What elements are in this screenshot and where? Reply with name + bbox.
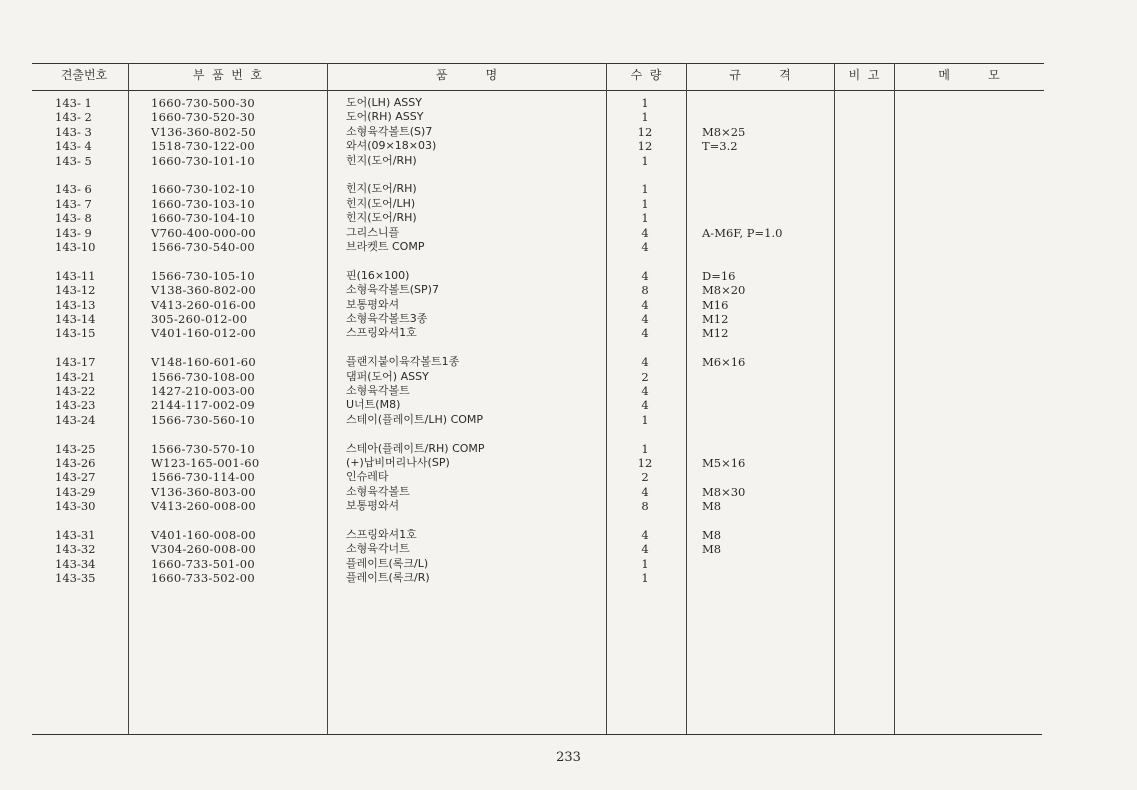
table-row [0, 182, 1137, 196]
item-number: 143-29 [55, 484, 96, 499]
item-name: 소형육각볼트(S)7 [346, 124, 433, 138]
specification: M8 [702, 542, 722, 557]
table-row [0, 197, 1137, 211]
part-number: 1660-730-102-10 [151, 182, 255, 197]
item-name: 소형육각볼트3종 [346, 312, 428, 325]
table-row [0, 557, 1137, 571]
quantity: 1 [641, 153, 649, 168]
item-number: 143-32 [55, 542, 96, 557]
part-number: 1566-730-105-10 [151, 268, 255, 283]
item-number: 143-26 [55, 456, 96, 470]
table-row [0, 485, 1137, 499]
quantity: 1 [641, 412, 649, 427]
part-number: W123-165-001-60 [151, 456, 260, 470]
part-number: V401-160-008-00 [151, 528, 256, 542]
quantity: 2 [641, 369, 649, 384]
table-row [0, 298, 1137, 312]
quantity: 1 [641, 211, 649, 226]
quantity: 12 [637, 139, 653, 154]
quantity: 1 [641, 441, 649, 456]
part-number: 1660-733-502-00 [151, 571, 255, 586]
item-number: 143-31 [55, 528, 96, 542]
table-row [0, 442, 1137, 456]
specification: M12 [702, 312, 729, 326]
quantity: 4 [641, 484, 649, 499]
part-number: V136-360-802-50 [151, 124, 256, 139]
specification: A-M6F, P=1.0 [702, 225, 783, 240]
item-name: 소형육각너트 [346, 542, 410, 556]
specification: M16 [702, 297, 729, 312]
quantity: 4 [641, 542, 649, 557]
quantity: 4 [641, 326, 649, 341]
specification: M8 [702, 528, 722, 542]
table-row [0, 528, 1137, 542]
specification: D=16 [702, 268, 736, 283]
item-name: 스테아(플레이트/RH) COMP [346, 441, 485, 455]
table-row [0, 226, 1137, 240]
item-name: 소형육각볼트(SP)7 [346, 283, 439, 297]
quantity: 4 [641, 384, 649, 398]
table-row [0, 398, 1137, 412]
table-row [0, 211, 1137, 225]
item-name: 스프링와셔1호 [346, 326, 417, 340]
item-name: (+)납비머리나사(SP) [346, 456, 450, 469]
item-number: 143- 7 [55, 196, 92, 211]
quantity: 1 [641, 196, 649, 211]
part-number: 1566-730-560-10 [151, 412, 255, 427]
part-number: 1427-210-003-00 [151, 384, 255, 398]
part-number: 1660-730-500-30 [151, 96, 255, 110]
quantity: 8 [641, 283, 649, 298]
part-number: V138-360-802-00 [151, 283, 256, 298]
table-row [0, 499, 1137, 513]
header-bottom-border [32, 90, 1044, 91]
part-number: 1660-733-501-00 [151, 556, 255, 571]
quantity: 4 [641, 398, 649, 413]
item-name: 플랜지붙이육각볼트1종 [346, 355, 460, 369]
quantity: 4 [641, 355, 649, 370]
header-remark: 비 고 [848, 68, 880, 82]
item-number: 143-10 [55, 240, 96, 254]
item-number: 143- 8 [55, 211, 92, 226]
specification: M8×20 [702, 283, 746, 298]
part-number: 1660-730-101-10 [151, 153, 255, 168]
part-number: 305-260-012-00 [151, 312, 248, 326]
item-name: 힌지(도어/RH) [346, 211, 417, 225]
item-number: 143-15 [55, 326, 96, 341]
item-number: 143-21 [55, 369, 96, 384]
specification: M8×25 [702, 124, 746, 139]
header-quantity: 수 량 [630, 68, 662, 82]
table-row [0, 125, 1137, 139]
item-number: 143- 6 [55, 182, 92, 197]
item-name: 스프링와셔1호 [346, 528, 417, 541]
specification: M5×16 [702, 456, 746, 470]
quantity: 1 [641, 182, 649, 197]
table-row [0, 326, 1137, 340]
quantity: 12 [637, 456, 653, 470]
header-memo: 메 모 [938, 68, 1000, 82]
quantity: 4 [641, 225, 649, 240]
part-number: 1566-730-108-00 [151, 369, 255, 384]
item-name: 댐퍼(도어) ASSY [346, 369, 429, 383]
table-row [0, 154, 1137, 168]
specification: M6×16 [702, 355, 746, 370]
table-row [0, 470, 1137, 484]
header-no: 견출번호 [60, 68, 108, 82]
part-number: V136-360-803-00 [151, 484, 256, 499]
table-row [0, 240, 1137, 254]
part-number: 1660-730-103-10 [151, 196, 255, 211]
table-bottom-border [32, 734, 1042, 735]
quantity: 1 [641, 96, 649, 110]
item-number: 143-35 [55, 571, 96, 586]
item-name: U너트(M8) [346, 398, 401, 412]
item-name: 힌지(도어/RH) [346, 182, 417, 196]
table-row [0, 139, 1137, 153]
item-name: 힌지(도어/LH) [346, 196, 416, 210]
specification: M8×30 [702, 484, 746, 499]
part-number: V304-260-008-00 [151, 542, 256, 557]
item-number: 143-12 [55, 283, 96, 298]
item-name: 인슈레타 [346, 470, 389, 484]
table-row [0, 542, 1137, 556]
table-row [0, 413, 1137, 427]
item-name: 보통평와셔 [346, 297, 400, 311]
table-row [0, 110, 1137, 124]
part-number: 1660-730-104-10 [151, 211, 255, 226]
item-number: 143-17 [55, 355, 96, 370]
item-name: 소형육각볼트 [346, 484, 410, 498]
item-name: 핀(16×100) [346, 268, 410, 282]
item-name: 도어(LH) ASSY [346, 96, 422, 109]
item-number: 143-11 [55, 268, 96, 283]
table-row [0, 571, 1137, 585]
item-name: 보통평와셔 [346, 499, 400, 513]
item-name: 힌지(도어/RH) [346, 153, 417, 167]
header-item-name: 품 명 [435, 68, 498, 82]
item-number: 143-13 [55, 297, 96, 312]
header-part-number: 부 품 번 호 [192, 68, 263, 82]
table-row [0, 456, 1137, 470]
quantity: 1 [641, 571, 649, 586]
item-number: 143-27 [55, 470, 96, 485]
item-name: 플레이트(록크/L) [346, 556, 429, 570]
quantity: 4 [641, 240, 649, 254]
item-number: 143-34 [55, 556, 96, 571]
part-number: 1518-730-122-00 [151, 139, 255, 154]
table-row [0, 355, 1137, 369]
table-row [0, 384, 1137, 398]
item-name: 그리스니플 [346, 225, 400, 239]
table-row [0, 96, 1137, 110]
item-number: 143- 4 [55, 139, 92, 154]
item-name: 플레이트(록크/R) [346, 571, 430, 585]
quantity: 4 [641, 528, 649, 542]
table-row [0, 283, 1137, 297]
quantity: 1 [641, 556, 649, 571]
page-number: 233 [556, 750, 581, 765]
item-number: 143- 3 [55, 124, 92, 139]
item-number: 143-23 [55, 398, 96, 413]
item-number: 143-30 [55, 499, 96, 514]
quantity: 2 [641, 470, 649, 485]
part-number: V760-400-000-00 [151, 225, 256, 240]
specification: T=3.2 [702, 139, 738, 154]
quantity: 12 [637, 124, 653, 139]
quantity: 1 [641, 110, 649, 125]
item-number: 143- 9 [55, 225, 92, 240]
table-top-border [32, 63, 1044, 64]
table-row [0, 312, 1137, 326]
quantity: 8 [641, 499, 649, 514]
item-number: 143-22 [55, 384, 96, 398]
item-name: 소형육각볼트 [346, 384, 410, 397]
specification: M12 [702, 326, 729, 341]
quantity: 4 [641, 268, 649, 283]
item-number: 143- 1 [55, 96, 92, 110]
part-number: V413-260-008-00 [151, 499, 256, 514]
quantity: 4 [641, 312, 649, 326]
part-number: 1660-730-520-30 [151, 110, 255, 125]
part-number: 1566-730-570-10 [151, 441, 255, 456]
part-number: V413-260-016-00 [151, 297, 256, 312]
item-number: 143- 2 [55, 110, 92, 125]
part-number: V401-160-012-00 [151, 326, 256, 341]
item-name: 도어(RH) ASSY [346, 110, 424, 124]
specification: M8 [702, 499, 722, 514]
item-name: 스테이(플레이트/LH) COMP [346, 412, 484, 426]
part-number: 1566-730-114-00 [151, 470, 255, 485]
table-row [0, 269, 1137, 283]
item-name: 브라켓트 COMP [346, 240, 425, 253]
item-name: 와셔(09×18×03) [346, 139, 437, 153]
item-number: 143-14 [55, 312, 96, 326]
part-number: V148-160-601-60 [151, 355, 256, 370]
part-number: 1566-730-540-00 [151, 240, 255, 254]
table-row [0, 370, 1137, 384]
item-number: 143-24 [55, 412, 96, 427]
header-spec: 규 격 [729, 68, 791, 82]
quantity: 4 [641, 297, 649, 312]
part-number: 2144-117-002-09 [151, 398, 255, 413]
item-number: 143- 5 [55, 153, 92, 168]
item-number: 143-25 [55, 441, 96, 456]
